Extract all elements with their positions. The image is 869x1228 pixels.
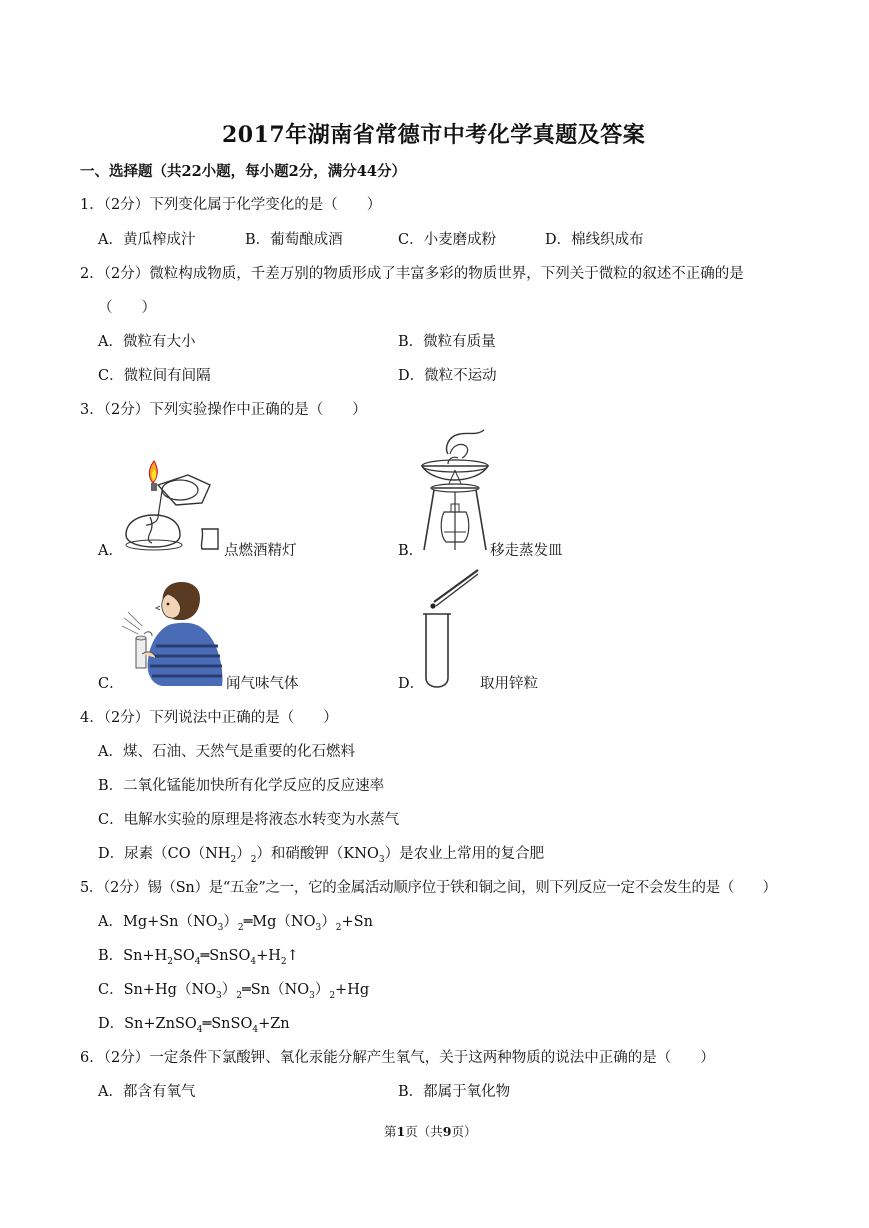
q5-option-c: C．$Sn+Hg(NO_3)_2═Sn(NO_3)_2+Hg$ — [98, 982, 370, 1001]
q5-option-b: B．$Sn+H_2SO_4═SnSO_4+H_2↑$ — [98, 948, 299, 967]
page-total: 9 — [442, 1124, 452, 1139]
q1-option-d: D．棉线织成布 — [545, 232, 644, 248]
q4-option-c: C．电解水实验的原理是将液态水转变为水蒸气 — [98, 812, 400, 828]
q1-option-a: A．黄瓜榨成汁 — [98, 232, 196, 248]
q5-option-a: A．$Mg+Sn(NO_3)_2═Mg(NO_3)_2+Sn$ — [98, 914, 373, 933]
q6-option-a: A．都含有氧气 — [98, 1084, 196, 1100]
page-number: 1 — [396, 1124, 406, 1139]
section-heading: 一、选择题（共22小题，每小题2分，满分44分） — [80, 163, 406, 180]
test-tube-illustration — [420, 566, 482, 690]
smelling-gas-illustration — [122, 576, 226, 690]
q2-option-c: C．微粒间有间隔 — [98, 368, 211, 384]
q4-option-b: B．二氧化锰能加快所有化学反应的反应速率 — [98, 778, 385, 794]
q3-option-b-text: 移走蒸发皿 — [490, 543, 563, 559]
page-title: 2017年湖南省常德市中考化学真题及答案 — [222, 122, 646, 148]
q2-stem: 2．（2分）微粒构成物质，千差万别的物质形成了丰富多彩的物质世界，下列关于微粒的叙述不正确的是 — [80, 266, 744, 282]
q3-option-b-letter: B． — [398, 543, 424, 559]
q6-stem: 6．（2分）一定条件下氯酸钾、氧化汞能分解产生氧气，关于这两种物质的说法中正确的是（ ） — [80, 1050, 715, 1066]
q1-option-b: B．葡萄酿成酒 — [245, 232, 343, 248]
alcohol-lamp-illustration — [118, 455, 223, 555]
q4-option-d: D．尿素$(CO(NH_2)_2)$和硝酸钾$(KNO_3)$是农业上常用的复合肥 — [98, 846, 545, 865]
q4-option-a: A．煤、石油、天然气是重要的化石燃料 — [98, 744, 355, 760]
q5-option-d: D．Sn+ZnSO$_4$═SnSO$_4$+Zn — [98, 1016, 290, 1035]
q2-option-b: B．微粒有质量 — [398, 334, 496, 350]
q3-option-c-letter: C． — [98, 676, 124, 692]
q3-stem: 3．（2分）下列实验操作中正确的是（ ） — [80, 402, 367, 418]
q5-stem: 5．（2分）锡（Sn）是“五金”之一，它的金属活动顺序位于铁和铜之间，则下列反应一定不会发生的是（ ） — [80, 880, 777, 896]
q2-option-a: A．微粒有大小 — [98, 334, 196, 350]
q1-option-c: C．小麦磨成粉 — [398, 232, 497, 248]
q3-option-a-text: 点燃酒精灯 — [224, 543, 297, 559]
q3-option-d-text: 取用锌粒 — [480, 676, 538, 692]
q1-stem: 1．（2分）下列变化属于化学变化的是（ ） — [80, 197, 382, 213]
q3-option-d-letter: D． — [398, 676, 425, 692]
q2-paren: （ ） — [98, 300, 156, 316]
evaporating-dish-illustration — [418, 428, 493, 556]
q3-option-a-letter: A． — [98, 543, 123, 559]
q2-option-d: D．微粒不运动 — [398, 368, 497, 384]
q6-option-b: B．都属于氧化物 — [398, 1084, 511, 1100]
q4-stem: 4．（2分）下列说法中正确的是（ ） — [80, 710, 338, 726]
q3-option-c-text: 闻气味气体 — [226, 676, 299, 692]
page-footer: 第1页（共9页） — [384, 1124, 477, 1139]
